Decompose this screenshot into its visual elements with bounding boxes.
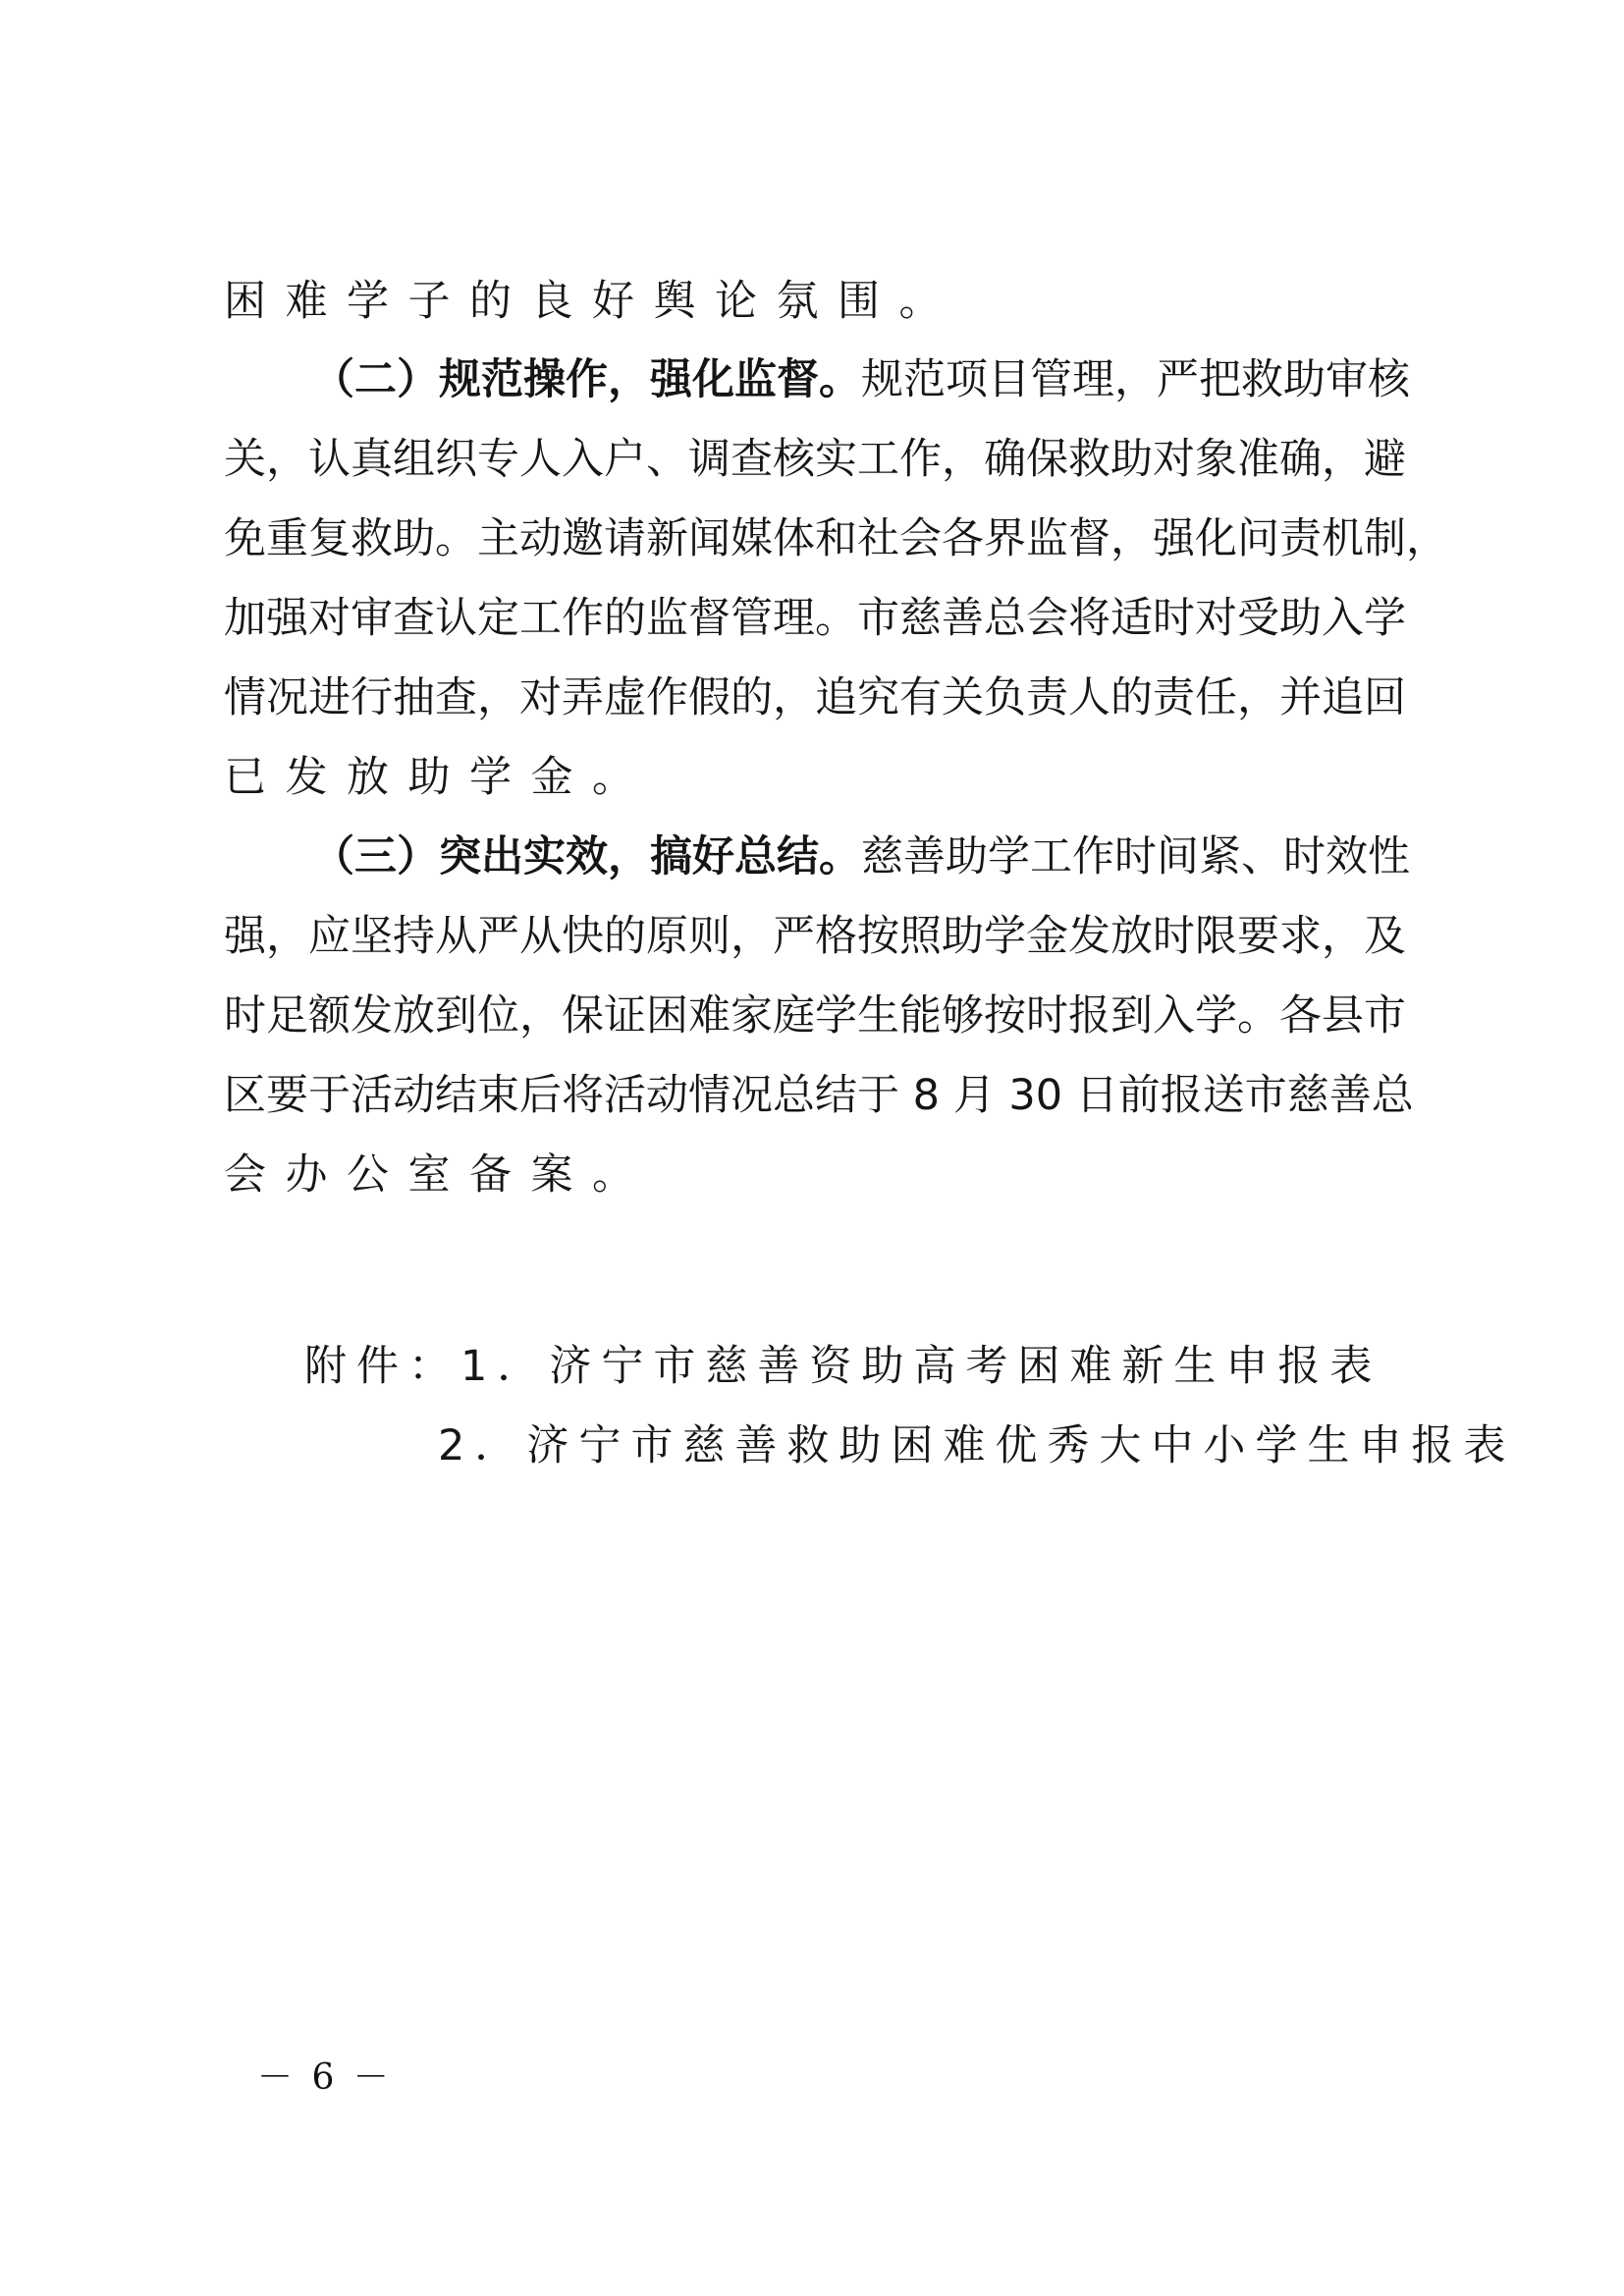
text-line: 慈善助学工作时间紧、时效性 xyxy=(861,832,1410,881)
attachment-item: 1．济宁市慈善资助高考困难新生申报表 xyxy=(460,1342,1382,1391)
attachment-line-2 xyxy=(438,1416,1515,1475)
text-line: 困难学子的良好舆论氛围。 xyxy=(224,277,960,326)
text-line: 区要于活动结束后将活动情况总结于 8 月 30 日前报送市慈善总 xyxy=(224,1071,1414,1120)
page-number: － 6 － xyxy=(257,2057,393,2098)
section-2-line xyxy=(224,589,1404,648)
text-line: 已发放助学金。 xyxy=(224,753,654,802)
text-line: 加强对审查认定工作的监督管理。市慈善总会将适时对受助入学 xyxy=(224,594,1406,643)
section-2-first-line xyxy=(312,350,1410,409)
section-3-heading: （三）突出实效，搞好总结。 xyxy=(312,832,861,881)
text-line: 强，应坚持从严从快的原则，严格按照助学金发放时限要求，及 xyxy=(224,912,1406,961)
paragraph-continuation xyxy=(224,272,1412,331)
attachment-item: 2．济宁市慈善救助困难优秀大中小学生申报表 xyxy=(438,1421,1516,1470)
attachment-line-1 xyxy=(304,1337,1381,1396)
section-3-first-line xyxy=(312,828,1410,886)
section-3-line xyxy=(224,907,1404,966)
section-2-line xyxy=(224,430,1404,489)
text-line: 时足额发放到位，保证困难家庭学生能够按时报到入学。各县市 xyxy=(224,991,1406,1041)
section-3-line xyxy=(224,1146,1412,1204)
section-2-line xyxy=(224,748,1412,807)
attachment-label: 附件： xyxy=(304,1342,460,1391)
text-line: 情况进行抽查，对弄虚作假的，追究有关负责人的责任，并追回 xyxy=(224,673,1406,722)
section-3-line xyxy=(224,987,1404,1045)
text-line: 会办公室备案。 xyxy=(224,1150,654,1200)
text-line: 关，认真组织专人入户、调查核实工作，确保救助对象准确，避 xyxy=(224,435,1406,484)
section-2-line xyxy=(224,668,1404,727)
text-line: 免重复救助。主动邀请新闻媒体和社会各界监督，强化问责机制， xyxy=(224,514,1448,563)
section-2-heading: （二）规范操作，强化监督。 xyxy=(312,355,861,404)
text-line: 规范项目管理，严把救助审核 xyxy=(861,355,1410,404)
section-2-line xyxy=(224,509,1448,568)
section-3-line xyxy=(224,1066,1414,1125)
